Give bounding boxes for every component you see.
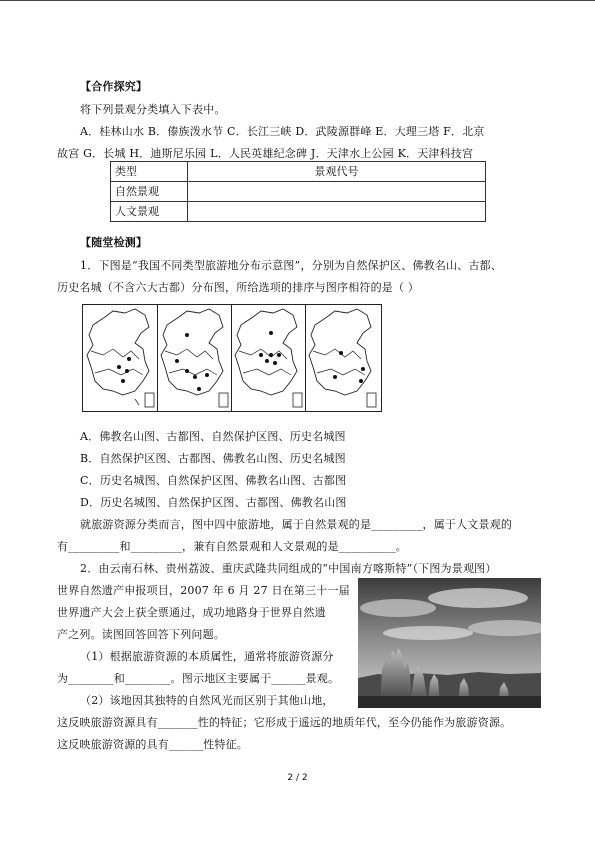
q2-line4: 产之列。读图回答回答下列问题。 <box>57 628 225 641</box>
coop-options-line1: A．桂林山水 B．傣族泼水节 C．长江三峡 D．武陵源群峰 E．大理三塔 F．北京 <box>80 125 485 138</box>
china-map-4 <box>305 305 379 411</box>
tourism-maps-figure <box>82 304 382 412</box>
q2-sub1-line2: 为________和________。图示地区主要属于______景观。 <box>57 672 340 685</box>
table-header-row <box>111 162 486 182</box>
table-cell-natural-codes[interactable] <box>188 182 486 202</box>
fill1-line2: 有_________和_________，兼有自然景观和人文景观的是__________。 <box>57 540 407 553</box>
q1-line2: 历史名城（不含六大古都）分布图，所给选项的排序与图序相符的是（ ） <box>57 281 420 294</box>
coop-options-line2: 故宫 G．长城 H．迪斯尼乐园 L．人民英雄纪念碑 J．天津水上公园 K．天津科技宫 <box>57 147 474 160</box>
top-border <box>0 0 595 1</box>
quiz-heading: 【随堂检测】 <box>80 236 148 249</box>
q2-sub2-line1: （2）该地因其独特的自然风光而区别于其他山地， <box>80 694 334 707</box>
choice-b[interactable]: B．自然保护区图、古都图、佛教名山图、历史名城图 <box>80 452 346 465</box>
choice-d[interactable]: D．历史名城图、自然保护区图、古都图、佛教名山图 <box>80 496 347 509</box>
q2-sub2-line2: 这反映旅游资源具有_______性的特征；它形成于遥远的地质年代，至今仍能作为旅游资源。 <box>57 716 512 729</box>
table-header-code: 景观代号 <box>188 162 486 182</box>
q2-line1: 2．由云南石林、贵州荔波、重庆武隆共同组成的“中国南方喀斯特”（下图为景观图） <box>80 562 497 575</box>
karst-landscape-photo <box>358 578 541 708</box>
map-3 <box>231 305 306 411</box>
china-map-1 <box>83 305 157 411</box>
table-row <box>111 202 486 222</box>
china-map-2 <box>157 305 231 411</box>
q2-sub1-line1: （1）根据旅游资源的本质属性，通常将旅游资源分 <box>80 650 334 663</box>
choice-a[interactable]: A．佛教名山图、古都图、自然保护区图、历史名城图 <box>80 430 346 443</box>
q2-line2: 世界自然遗产申报项目，2007 年 6 月 27 日在第三十一届 <box>57 584 350 597</box>
table-cell-cultural-codes[interactable] <box>188 202 486 222</box>
map-2 <box>157 305 232 411</box>
china-map-3 <box>231 305 305 411</box>
page-number: 2 / 2 <box>287 773 308 783</box>
q1-line1: 1．下图是“我国不同类型旅游地分布示意图”，分别为自然保护区、佛教名山、古都、 <box>80 259 503 272</box>
table-header-type: 类型 <box>111 162 188 182</box>
map-1 <box>83 305 158 411</box>
table-cell-natural: 自然景观 <box>111 182 188 202</box>
table-cell-cultural: 人文景观 <box>111 202 188 222</box>
classification-table <box>110 161 486 222</box>
coop-heading: 【合作探究】 <box>80 80 148 93</box>
table-row <box>111 182 486 202</box>
coop-instruction: 将下列景观分类填入下表中。 <box>80 103 226 116</box>
map-4 <box>305 305 379 411</box>
choice-c[interactable]: C．历史名城图、自然保护区图、佛教名山图、古都图 <box>80 474 347 487</box>
stone-forest-image <box>358 578 541 708</box>
q2-line3: 世界遗产大会上获全票通过，成功地路身于世界自然遗 <box>57 606 326 619</box>
fill1-line1: 就旅游资源分类而言，图中四中旅游地，属于自然景观的是_________，属于人文景观的 <box>80 518 513 531</box>
q2-sub2-line3: 这反映旅游资源的具有______性特征。 <box>57 738 248 751</box>
